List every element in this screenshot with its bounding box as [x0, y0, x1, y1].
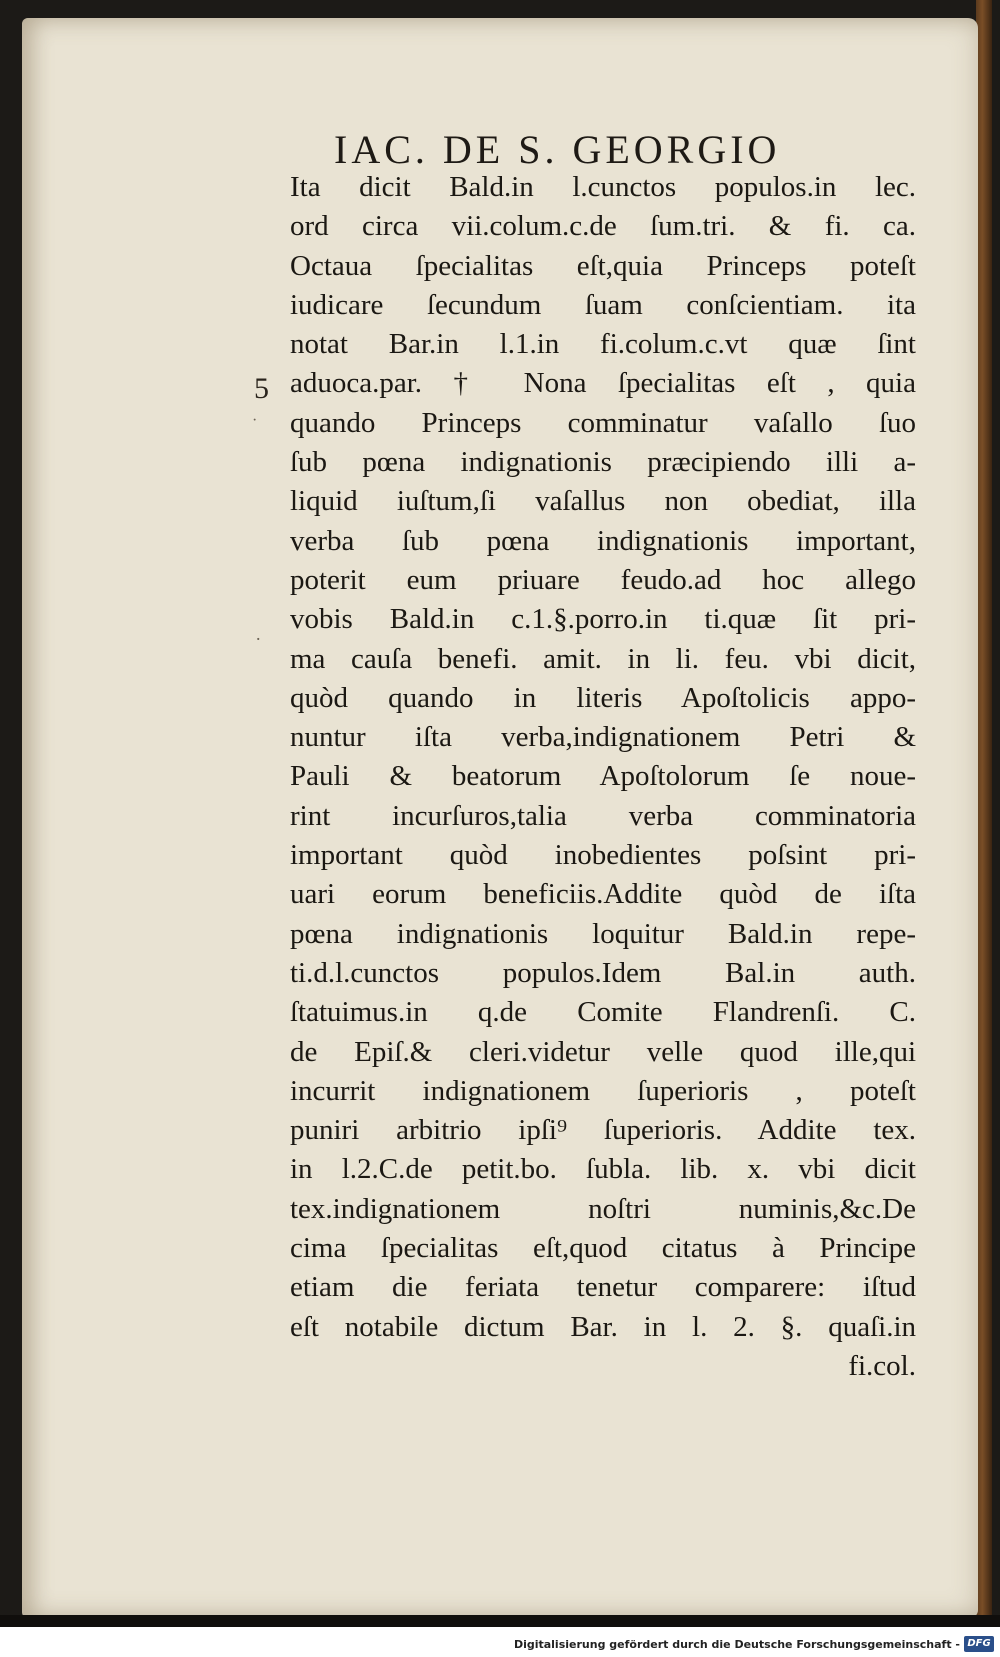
text-line: aduoca.par. † Nona ſpecialitas eſt , quia [290, 367, 916, 400]
text-line: important quòd inobedientes poſsint pri- [290, 839, 916, 872]
text-line: notat Bar.in l.1.in fi.colum.c.vt quæ ſint [290, 328, 916, 361]
text-line: uari eorum beneficiis.Addite quòd de iſta [290, 878, 916, 911]
text-line: iudicare ſecundum ſuam conſcientiam. ita [290, 288, 916, 321]
text-line: pœna indignationis loquitur Bald.in repe- [290, 917, 916, 950]
text-line: liquid iuſtum,ſi vaſallus non obediat, illa [290, 485, 916, 518]
text-line: etiam die feriata tenetur comparere: iſtud [290, 1271, 916, 1304]
text-line: rint incurſuros,talia verba comminatoria [290, 799, 916, 832]
margin-dot: · [252, 412, 258, 429]
text-line: ſub pœna indignationis præcipiendo illi a- [290, 446, 916, 479]
text-line: incurrit indignationem ſuperioris , poteſt [290, 1074, 916, 1107]
running-head: IAC. DE S. GEORGIO [334, 127, 781, 172]
text-line: puniri arbitrio ipſi⁹ ſuperioris. Addite tex. [290, 1114, 916, 1147]
text-line: Octaua ſpecialitas eſt,quia Princeps poteſt [290, 249, 916, 282]
text-line: poterit eum priuare feudo.ad hoc allego [290, 563, 916, 596]
text-line: tex.indignationem noſtri numinis,&c.De [290, 1192, 916, 1225]
text-line: cima ſpecialitas eſt,quod citatus à Principe [290, 1232, 916, 1265]
footer-bar [0, 1627, 1000, 1657]
text-line: fi.col. [848, 1349, 916, 1382]
dfg-logo: DFG [964, 1636, 994, 1652]
text-line: ma cauſa benefi. amit. in li. feu. vbi dicit, [290, 642, 916, 675]
text-line: de Epiſ.& cleri.videtur velle quod ille,qui [290, 1035, 916, 1068]
footer-credit: Digitalisierung gefördert durch die Deutsche Forschungsgemeinschaft - [513, 1638, 960, 1651]
book-edge [976, 0, 992, 1657]
text-line: Ita dicit Bald.in l.cunctos populos.in lec. [290, 171, 916, 203]
text-line: vobis Bald.in c.1.§.porro.in ti.quæ ſit pri- [290, 603, 916, 636]
page-bottom-shadow [0, 1615, 1000, 1627]
text-line: quando Princeps comminatur vaſallo ſuo [290, 406, 916, 439]
text-line: nuntur iſta verba,indignationem Petri & [290, 721, 916, 754]
margin-note: 5 [254, 372, 269, 405]
text-line: ſtatuimus.in q.de Comite Flandrenſi. C. [290, 996, 916, 1029]
text-line: verba ſub pœna indignationis important, [290, 524, 916, 557]
text-line: Pauli & beatorum Apoſtolorum ſe noue- [290, 760, 916, 793]
text-line: quòd quando in literis Apoſtolicis appo- [290, 681, 916, 714]
text-line: ti.d.l.cunctos populos.Idem Bal.in auth. [290, 956, 916, 989]
text-line: in l.2.C.de petit.bo. ſubla. lib. x. vbi dicit [290, 1153, 916, 1186]
text-line: ord circa vii.colum.c.de ſum.tri. & fi. ca. [290, 210, 916, 243]
margin-dot: . [256, 624, 261, 644]
text-block [290, 168, 916, 1386]
text-line: eſt notabile dictum Bar. in l. 2. §. quaſi.in [290, 1310, 916, 1343]
